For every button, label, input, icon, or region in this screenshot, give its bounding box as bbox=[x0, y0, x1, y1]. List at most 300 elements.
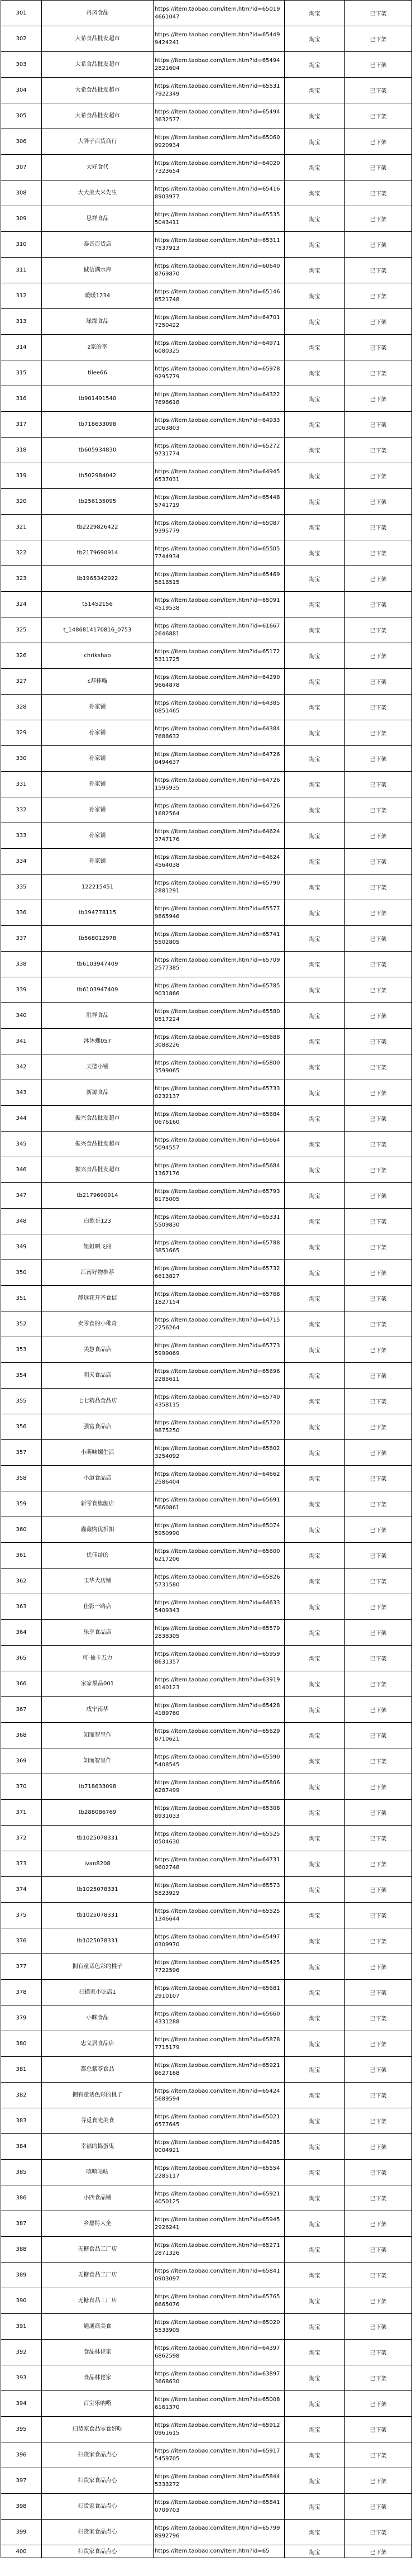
table-row bbox=[1, 1723, 412, 1748]
shop-name-cell: 无糖食品工厂店 bbox=[42, 2237, 154, 2263]
platform-cell: 淘宝 bbox=[285, 1183, 345, 1209]
table-row bbox=[1, 232, 412, 258]
status-cell: 已下架 bbox=[345, 540, 412, 566]
status-cell: 已下架 bbox=[345, 823, 412, 849]
shop-name-cell: 江南好物推荐 bbox=[42, 1260, 154, 1286]
status-cell: 已下架 bbox=[345, 1106, 412, 1132]
status-cell: 已下架 bbox=[345, 566, 412, 592]
table-row bbox=[1, 2031, 412, 2057]
status-cell: 已下架 bbox=[345, 1491, 412, 1517]
item-url-cell: https://item.taobao.com/item.htm?id=655792838305 bbox=[154, 1620, 285, 1646]
item-url-cell: https://item.taobao.com/item.htm?id=642850004921 bbox=[154, 2134, 285, 2160]
row-number-cell: 383 bbox=[1, 2108, 42, 2134]
status-cell: 已下架 bbox=[345, 489, 412, 515]
platform-cell: 淘宝 bbox=[285, 669, 345, 695]
platform-cell: 淘宝 bbox=[285, 900, 345, 926]
shop-name-cell: chrikshao bbox=[42, 643, 154, 669]
table-row bbox=[1, 515, 412, 540]
platform-cell: 淘宝 bbox=[285, 926, 345, 952]
platform-cell: 淘宝 bbox=[285, 258, 345, 283]
row-number-cell: 332 bbox=[1, 797, 42, 823]
shop-name-cell: 诚信满水库 bbox=[42, 258, 154, 283]
table-row bbox=[1, 206, 412, 232]
status-cell: 已下架 bbox=[345, 617, 412, 643]
status-cell: 已下架 bbox=[345, 643, 412, 669]
row-number-cell: 341 bbox=[1, 1029, 42, 1054]
row-number-cell: 370 bbox=[1, 1774, 42, 1800]
platform-cell: 淘宝 bbox=[285, 155, 345, 180]
shop-name-cell: 白欧哥123 bbox=[42, 1209, 154, 1234]
item-url-cell: https://item.taobao.com/item.htm?id=657681827154 bbox=[154, 1286, 285, 1311]
table-row bbox=[1, 2211, 412, 2237]
shop-name-cell: 卖零食的小佛奇 bbox=[42, 1311, 154, 1337]
shop-name-cell: 百宝乐吶嗒 bbox=[42, 2391, 154, 2417]
status-cell: 已下架 bbox=[345, 360, 412, 386]
table-row bbox=[1, 1646, 412, 1671]
row-number-cell: 397 bbox=[1, 2468, 42, 2494]
status-cell: 已下架 bbox=[345, 849, 412, 874]
table-row bbox=[1, 2340, 412, 2365]
status-cell: 已下架 bbox=[345, 772, 412, 797]
item-url-cell: https://item.taobao.com/item.htm?id=659789295779 bbox=[154, 360, 285, 386]
item-url-cell: https://item.taobao.com/item.htm?id=655779865946 bbox=[154, 900, 285, 926]
shop-name-cell: 扫货家食品点心 bbox=[42, 2494, 154, 2520]
row-number-cell: 359 bbox=[1, 1491, 42, 1517]
row-number-cell: 351 bbox=[1, 1286, 42, 1311]
status-cell: 已下架 bbox=[345, 309, 412, 335]
status-cell: 已下架 bbox=[345, 1877, 412, 1903]
platform-cell: 淘宝 bbox=[285, 489, 345, 515]
item-url-cell: https://item.taobao.com/item.htm?id=657326613827 bbox=[154, 1260, 285, 1286]
row-number-cell: 316 bbox=[1, 386, 42, 412]
status-cell: 已下架 bbox=[345, 1748, 412, 1774]
row-number-cell: 310 bbox=[1, 232, 42, 258]
row-number-cell: 326 bbox=[1, 643, 42, 669]
item-url-cell: https://item.taobao.com/item.htm?id=657902881291 bbox=[154, 874, 285, 900]
platform-cell: 淘宝 bbox=[285, 2545, 345, 2558]
platform-cell: 淘宝 bbox=[285, 2314, 345, 2340]
table-row bbox=[1, 26, 412, 52]
status-cell: 已下架 bbox=[345, 2417, 412, 2442]
shop-name-cell: tb1025078331 bbox=[42, 1826, 154, 1851]
item-url-cell: https://item.taobao.com/item.htm?id=650745950990 bbox=[154, 1517, 285, 1543]
table-row bbox=[1, 617, 412, 643]
item-url-cell: https://item.taobao.com/item.htm?id=638973668630 bbox=[154, 2365, 285, 2391]
row-number-cell: 315 bbox=[1, 360, 42, 386]
shop-name-cell: 拥有童话色彩的桃子 bbox=[42, 1954, 154, 1980]
platform-cell: 淘宝 bbox=[285, 1594, 345, 1620]
table-row bbox=[1, 952, 412, 977]
platform-cell: 淘宝 bbox=[285, 797, 345, 823]
item-url-cell: https://item.taobao.com/item.htm?id=651725311725 bbox=[154, 643, 285, 669]
table-row bbox=[1, 1774, 412, 1800]
shop-name-cell: 扫货家食品点心 bbox=[42, 2520, 154, 2545]
status-cell: 已下架 bbox=[345, 1646, 412, 1671]
shop-name-cell: 咸宁南华 bbox=[42, 1697, 154, 1723]
listing-table bbox=[1, 0, 412, 2558]
platform-cell: 淘宝 bbox=[285, 52, 345, 78]
row-number-cell: 328 bbox=[1, 695, 42, 720]
row-number-cell: 350 bbox=[1, 1260, 42, 1286]
row-number-cell: 373 bbox=[1, 1851, 42, 1877]
table-row bbox=[1, 1903, 412, 1928]
shop-name-cell: 胜祥食品 bbox=[42, 1003, 154, 1029]
table-row bbox=[1, 1234, 412, 1260]
status-cell: 已下架 bbox=[345, 155, 412, 180]
item-url-cell: https://item.taobao.com/item.htm?id=646243747176 bbox=[154, 823, 285, 849]
table-row bbox=[1, 874, 412, 900]
shop-name-cell: 七七精品食品店 bbox=[42, 1389, 154, 1414]
table-row bbox=[1, 1054, 412, 1080]
status-cell: 已下架 bbox=[345, 1054, 412, 1080]
status-cell: 已下架 bbox=[345, 952, 412, 977]
status-cell: 已下架 bbox=[345, 386, 412, 412]
item-url-cell: https://item.taobao.com/item.htm?id=653315509830 bbox=[154, 1209, 285, 1234]
table-row bbox=[1, 1311, 412, 1337]
platform-cell: 淘宝 bbox=[285, 1851, 345, 1877]
shop-name-cell: 大希食品批发超市 bbox=[42, 26, 154, 52]
row-number-cell: 362 bbox=[1, 1569, 42, 1594]
item-url-cell: https://item.taobao.com/item.htm?id=655542285117 bbox=[154, 2160, 285, 2185]
status-cell: 已下架 bbox=[345, 1234, 412, 1260]
item-url-cell: https://item.taobao.com/item.htm?id=658265731580 bbox=[154, 1569, 285, 1594]
item-url-cell: https://item.taobao.com/item.htm?id=654942821604 bbox=[154, 52, 285, 78]
row-number-cell: 333 bbox=[1, 823, 42, 849]
row-number-cell: 337 bbox=[1, 926, 42, 952]
status-cell: 已下架 bbox=[345, 592, 412, 617]
table-row bbox=[1, 2005, 412, 2031]
shop-name-cell: 新零食旗舰店 bbox=[42, 1491, 154, 1517]
status-cell: 已下架 bbox=[345, 1774, 412, 1800]
platform-cell: 淘宝 bbox=[285, 1671, 345, 1697]
item-url-cell: https://item.taobao.com/item.htm?id=656915660861 bbox=[154, 1491, 285, 1517]
row-number-cell: 339 bbox=[1, 977, 42, 1003]
row-number-cell: 336 bbox=[1, 900, 42, 926]
platform-cell: 淘宝 bbox=[285, 2005, 345, 2031]
item-url-cell: https://item.taobao.com/item.htm?id=642909664878 bbox=[154, 669, 285, 695]
table-row bbox=[1, 592, 412, 617]
shop-name-cell: 新源食品 bbox=[42, 1080, 154, 1106]
item-url-cell: https://item.taobao.com/item.htm?id=649456537031 bbox=[154, 463, 285, 489]
platform-cell: 淘宝 bbox=[285, 746, 345, 772]
platform-cell: 淘宝 bbox=[285, 1620, 345, 1646]
status-cell: 已下架 bbox=[345, 438, 412, 463]
shop-name-cell: 大大美大米先生 bbox=[42, 180, 154, 206]
platform-cell: 淘宝 bbox=[285, 2417, 345, 2442]
platform-cell: 淘宝 bbox=[285, 1748, 345, 1774]
row-number-cell: 390 bbox=[1, 2288, 42, 2314]
status-cell: 已下架 bbox=[345, 669, 412, 695]
platform-cell: 淘宝 bbox=[285, 1440, 345, 1466]
item-url-cell: https://item.taobao.com/item.htm?id=654168903977 bbox=[154, 180, 285, 206]
table-row bbox=[1, 1517, 412, 1543]
table-row bbox=[1, 2520, 412, 2545]
status-cell: 已下架 bbox=[345, 1980, 412, 2005]
item-url-cell: https://item.taobao.com/item.htm?id=649332063803 bbox=[154, 412, 285, 438]
status-cell: 已下架 bbox=[345, 1466, 412, 1491]
status-cell: 已下架 bbox=[345, 1311, 412, 1337]
status-cell: 已下架 bbox=[345, 2314, 412, 2340]
table-row bbox=[1, 2237, 412, 2263]
platform-cell: 淘宝 bbox=[285, 1646, 345, 1671]
status-cell: 已下架 bbox=[345, 695, 412, 720]
row-number-cell: 398 bbox=[1, 2494, 42, 2520]
platform-cell: 淘宝 bbox=[285, 2185, 345, 2211]
item-url-cell: https://item.taobao.com/item.htm?id=643847688632 bbox=[154, 720, 285, 746]
table-row bbox=[1, 1157, 412, 1183]
item-url-cell: https://item.taobao.com/item.htm?id=655057744934 bbox=[154, 540, 285, 566]
row-number-cell: 314 bbox=[1, 335, 42, 360]
shop-name-cell: 孙家铺 bbox=[42, 823, 154, 849]
table-row bbox=[1, 2288, 412, 2314]
shop-name-cell: 都总紫苓食品 bbox=[42, 2057, 154, 2083]
shop-name-cell: tb718633098 bbox=[42, 1774, 154, 1800]
row-number-cell: 392 bbox=[1, 2340, 42, 2365]
row-number-cell: 313 bbox=[1, 309, 42, 335]
platform-cell: 淘宝 bbox=[285, 566, 345, 592]
item-url-cell: https://item.taobao.com/item.htm?id=650914519538 bbox=[154, 592, 285, 617]
shop-name-cell: 大希食品批发超市 bbox=[42, 78, 154, 103]
table-row bbox=[1, 2160, 412, 2185]
platform-cell: 淘宝 bbox=[285, 1106, 345, 1132]
item-url-cell: https://item.taobao.com/item.htm?id=657404358115 bbox=[154, 1389, 285, 1414]
shop-name-cell: tb6103947409 bbox=[42, 977, 154, 1003]
table-row bbox=[1, 772, 412, 797]
shop-name-cell: 嘻嘻咕咕 bbox=[42, 2160, 154, 2185]
row-number-cell: 386 bbox=[1, 2185, 42, 2211]
table-row bbox=[1, 2083, 412, 2108]
row-number-cell: 372 bbox=[1, 1826, 42, 1851]
shop-name-cell: 寻觅食光美食 bbox=[42, 2108, 154, 2134]
shop-name-cell: tb718633098 bbox=[42, 412, 154, 438]
item-url-cell: https://item.taobao.com/item.htm?id=658787715179 bbox=[154, 2031, 285, 2057]
row-number-cell: 323 bbox=[1, 566, 42, 592]
row-number-cell: 305 bbox=[1, 103, 42, 129]
platform-cell: 淘宝 bbox=[285, 180, 345, 206]
shop-name-cell: 知而智呈作 bbox=[42, 1748, 154, 1774]
platform-cell: 淘宝 bbox=[285, 1337, 345, 1363]
status-cell: 已下架 bbox=[345, 1414, 412, 1440]
table-row bbox=[1, 1697, 412, 1723]
item-url-cell: https://item.taobao.com/item.htm?id=650609920934 bbox=[154, 129, 285, 155]
table-row bbox=[1, 2365, 412, 2391]
item-url-cell: https://item.taobao.com/item.htm?id=647017250422 bbox=[154, 309, 285, 335]
shop-name-cell: 可·袖卡五力 bbox=[42, 1646, 154, 1671]
table-row bbox=[1, 1491, 412, 1517]
status-cell: 已下架 bbox=[345, 1183, 412, 1209]
shop-name-cell: 优佳哥的 bbox=[42, 1543, 154, 1569]
table-row bbox=[1, 1260, 412, 1286]
item-url-cell: https://item.taobao.com/item.htm?id=654257722596 bbox=[154, 1954, 285, 1980]
row-number-cell: 379 bbox=[1, 2005, 42, 2031]
item-url-cell: https://item.taobao.com/item.htm?id=646622586404 bbox=[154, 1466, 285, 1491]
status-cell: 已下架 bbox=[345, 2340, 412, 2365]
platform-cell: 淘宝 bbox=[285, 849, 345, 874]
status-cell: 已下架 bbox=[345, 1697, 412, 1723]
status-cell: 已下架 bbox=[345, 2545, 412, 2558]
shop-name-cell: 小眯食品 bbox=[42, 2005, 154, 2031]
shop-name-cell: 知而智呈作 bbox=[42, 1723, 154, 1748]
status-cell: 已下架 bbox=[345, 1671, 412, 1697]
table-row bbox=[1, 566, 412, 592]
status-cell: 已下架 bbox=[345, 2391, 412, 2417]
status-cell: 已下架 bbox=[345, 2288, 412, 2314]
row-number-cell: 345 bbox=[1, 1132, 42, 1157]
shop-name-cell: 扫描家小吃店1 bbox=[42, 1980, 154, 2005]
table-row bbox=[1, 1748, 412, 1774]
item-url-cell: https://item.taobao.com/item.htm?id=654943632577 bbox=[154, 103, 285, 129]
status-cell: 已下架 bbox=[345, 2083, 412, 2108]
shop-name-cell: tb194778115 bbox=[42, 900, 154, 926]
status-cell: 已下架 bbox=[345, 1003, 412, 1029]
platform-cell: 淘宝 bbox=[285, 643, 345, 669]
platform-cell: 淘宝 bbox=[285, 335, 345, 360]
status-cell: 已下架 bbox=[345, 900, 412, 926]
platform-cell: 淘宝 bbox=[285, 1800, 345, 1826]
platform-cell: 淘宝 bbox=[285, 1903, 345, 1928]
row-number-cell: 331 bbox=[1, 772, 42, 797]
row-number-cell: 327 bbox=[1, 669, 42, 695]
row-number-cell: 344 bbox=[1, 1106, 42, 1132]
shop-name-cell: 泰音百货店 bbox=[42, 232, 154, 258]
table-row bbox=[1, 1183, 412, 1209]
shop-name-cell: 沐沐螺057 bbox=[42, 1029, 154, 1054]
row-number-cell: 317 bbox=[1, 412, 42, 438]
row-number-cell: 321 bbox=[1, 515, 42, 540]
row-number-cell: 366 bbox=[1, 1671, 42, 1697]
table-row bbox=[1, 463, 412, 489]
platform-cell: 淘宝 bbox=[285, 1260, 345, 1286]
status-cell: 已下架 bbox=[345, 1363, 412, 1389]
shop-name-cell: 强富食品店 bbox=[42, 1414, 154, 1440]
item-url-cell: https://item.taobao.com/item.htm?id=647152256264 bbox=[154, 1311, 285, 1337]
item-url-cell: https://item.taobao.com/item.htm?id=65 bbox=[154, 2545, 285, 2558]
row-number-cell: 353 bbox=[1, 1337, 42, 1363]
shop-name-cell: 孙家铺 bbox=[42, 797, 154, 823]
row-number-cell: 375 bbox=[1, 1903, 42, 1928]
item-url-cell: https://item.taobao.com/item.htm?id=659214050125 bbox=[154, 2185, 285, 2211]
item-url-cell: https://item.taobao.com/item.htm?id=656298710621 bbox=[154, 1723, 285, 1748]
table-row bbox=[1, 2314, 412, 2340]
shop-name-cell: 扫货家食品点心 bbox=[42, 2468, 154, 2494]
row-number-cell: 335 bbox=[1, 874, 42, 900]
status-cell: 已下架 bbox=[345, 1723, 412, 1748]
row-number-cell: 342 bbox=[1, 1054, 42, 1080]
row-number-cell: 395 bbox=[1, 2417, 42, 2442]
shop-name-cell: tb1025078331 bbox=[42, 1877, 154, 1903]
row-number-cell: 346 bbox=[1, 1157, 42, 1183]
row-number-cell: 302 bbox=[1, 26, 42, 52]
row-number-cell: 325 bbox=[1, 617, 42, 643]
shop-name-cell: 孙家铺 bbox=[42, 695, 154, 720]
row-number-cell: 306 bbox=[1, 129, 42, 155]
shop-name-cell: 幸福的捣蛋鬼 bbox=[42, 2134, 154, 2160]
status-cell: 已下架 bbox=[345, 1903, 412, 1928]
row-number-cell: 301 bbox=[1, 1, 42, 26]
row-number-cell: 371 bbox=[1, 1800, 42, 1826]
table-row bbox=[1, 258, 412, 283]
status-cell: 已下架 bbox=[345, 180, 412, 206]
item-url-cell: https://item.taobao.com/item.htm?id=653117537913 bbox=[154, 232, 285, 258]
item-url-cell: https://item.taobao.com/item.htm?id=653088931033 bbox=[154, 1800, 285, 1826]
table-row bbox=[1, 1877, 412, 1903]
status-cell: 已下架 bbox=[345, 2211, 412, 2237]
status-cell: 已下架 bbox=[345, 412, 412, 438]
row-number-cell: 391 bbox=[1, 2314, 42, 2340]
item-url-cell: https://item.taobao.com/item.htm?id=656841367176 bbox=[154, 1157, 285, 1183]
item-url-cell: https://item.taobao.com/item.htm?id=652729731774 bbox=[154, 438, 285, 463]
platform-cell: 淘宝 bbox=[285, 232, 345, 258]
row-number-cell: 361 bbox=[1, 1543, 42, 1569]
table-row bbox=[1, 746, 412, 772]
table-row bbox=[1, 52, 412, 78]
row-number-cell: 309 bbox=[1, 206, 42, 232]
shop-name-cell: ivan8208 bbox=[42, 1851, 154, 1877]
table-row bbox=[1, 1132, 412, 1157]
status-cell: 已下架 bbox=[345, 1389, 412, 1414]
platform-cell: 淘宝 bbox=[285, 1543, 345, 1569]
row-number-cell: 357 bbox=[1, 1440, 42, 1466]
table-row bbox=[1, 335, 412, 360]
shop-name-cell: 大希食品批发超市 bbox=[42, 52, 154, 78]
platform-cell: 淘宝 bbox=[285, 1877, 345, 1903]
platform-cell: 淘宝 bbox=[285, 1466, 345, 1491]
row-number-cell: 396 bbox=[1, 2442, 42, 2468]
table-row bbox=[1, 283, 412, 309]
platform-cell: 淘宝 bbox=[285, 1414, 345, 1440]
item-url-cell: https://item.taobao.com/item.htm?id=651468521748 bbox=[154, 283, 285, 309]
platform-cell: 淘宝 bbox=[285, 1826, 345, 1851]
item-url-cell: https://item.taobao.com/item.htm?id=652712871326 bbox=[154, 2237, 285, 2263]
platform-cell: 淘宝 bbox=[285, 2108, 345, 2134]
table-row bbox=[1, 1029, 412, 1054]
platform-cell: 淘宝 bbox=[285, 2520, 345, 2545]
platform-cell: 淘宝 bbox=[285, 206, 345, 232]
row-number-cell: 320 bbox=[1, 489, 42, 515]
table-row bbox=[1, 900, 412, 926]
table-row bbox=[1, 977, 412, 1003]
shop-name-cell: 忠义居食品店 bbox=[42, 2031, 154, 2057]
status-cell: 已下架 bbox=[345, 103, 412, 129]
row-number-cell: 399 bbox=[1, 2520, 42, 2545]
row-number-cell: 334 bbox=[1, 849, 42, 874]
item-url-cell: https://item.taobao.com/item.htm?id=656962285611 bbox=[154, 1363, 285, 1389]
status-cell: 已下架 bbox=[345, 2134, 412, 2160]
platform-cell: 淘宝 bbox=[285, 463, 345, 489]
platform-cell: 淘宝 bbox=[285, 1029, 345, 1054]
shop-name-cell: 扫货家食品点心 bbox=[42, 2545, 154, 2558]
status-cell: 已下架 bbox=[345, 26, 412, 52]
row-number-cell: 312 bbox=[1, 283, 42, 309]
shop-name-cell: tb256135095 bbox=[42, 489, 154, 515]
shop-name-cell: 家家果品001 bbox=[42, 1671, 154, 1697]
platform-cell: 淘宝 bbox=[285, 2442, 345, 2468]
platform-cell: 淘宝 bbox=[285, 1363, 345, 1389]
platform-cell: 淘宝 bbox=[285, 695, 345, 720]
row-number-cell: 382 bbox=[1, 2083, 42, 2108]
row-number-cell: 367 bbox=[1, 1697, 42, 1723]
row-number-cell: 352 bbox=[1, 1311, 42, 1337]
item-url-cell: https://item.taobao.com/item.htm?id=650194661047 bbox=[154, 1, 285, 26]
item-url-cell: https://item.taobao.com/item.htm?id=654485741719 bbox=[154, 489, 285, 515]
row-number-cell: 384 bbox=[1, 2134, 42, 2160]
shop-name-cell: 天德小铺 bbox=[42, 1054, 154, 1080]
shop-name-cell: 振兴食品批发超市 bbox=[42, 1106, 154, 1132]
status-cell: 已下架 bbox=[345, 515, 412, 540]
table-row bbox=[1, 1389, 412, 1414]
table-row bbox=[1, 1466, 412, 1491]
shop-name-cell: c荐棒喵 bbox=[42, 669, 154, 695]
